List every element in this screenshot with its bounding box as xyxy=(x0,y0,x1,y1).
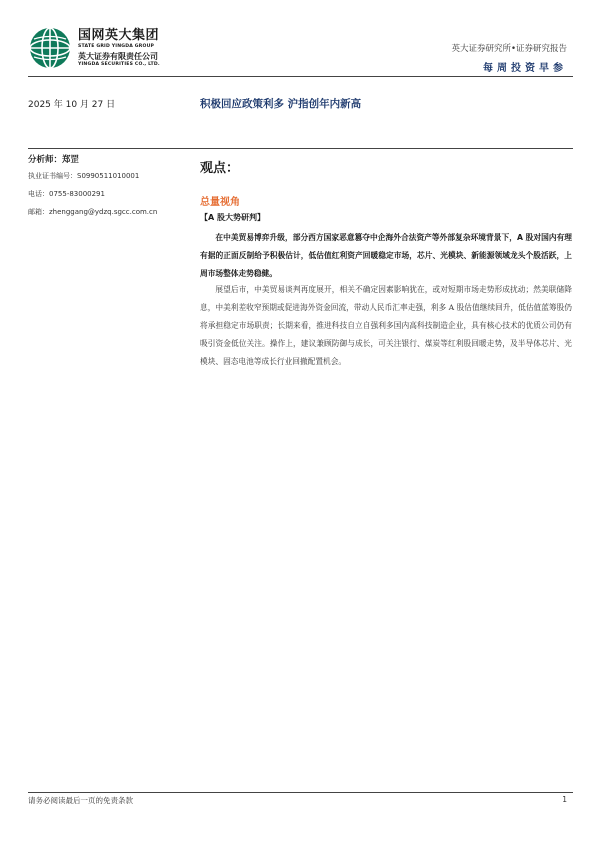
analyst-info xyxy=(28,153,188,225)
email-address: 邮箱：zhenggang@ydzq.sgcc.com.cn xyxy=(28,208,158,216)
footer-divider xyxy=(28,792,573,793)
outlook-paragraph: 展望后市，中美贸易谈判再度展开，相关不确定因素影响犹在，或对短期市场走势形成扰动；然美联储降息，中美利差收窄预期或促进海外资金回流，带动人民币汇率走强，利多 A 股估值继续回升，低估值蓝筹股仍将承担稳定市场职责；长期来看，推进科技自立自强利多国内高科技制造企业，具有核心技术的优质公司仍有吸引资金低位关注。操作上，建议兼顾防御与成长，可关注银行、煤炭等红利股回暖走势，及半导体芯片、光模块、固态电池等成长行业回撤配置机会。 xyxy=(200,285,572,366)
report-title: 积极回应政策利多 沪指创年内新高 xyxy=(200,98,362,110)
section-title: 总量视角 xyxy=(200,197,240,208)
header-divider xyxy=(28,76,573,77)
logo-en-name: STATE GRID YINGDA GROUP xyxy=(78,43,155,49)
section-divider xyxy=(28,148,573,149)
logo-company-en-name: YINGDA SECURITIES CO., LTD. xyxy=(78,61,160,67)
company-logo xyxy=(28,24,188,72)
disclaimer-note: 请务必阅读最后一页的免责条款 xyxy=(28,796,133,805)
analyst-name: 分析师：郑罡 xyxy=(28,155,80,165)
logo-cn-name: 国网英大集团 xyxy=(78,27,160,43)
report-date: 2025 年 10 月 27 日 xyxy=(28,100,116,110)
phone-number: 电话：0755-83000291 xyxy=(28,190,105,198)
viewpoint-heading: 观点： xyxy=(200,161,240,176)
summary-paragraph: 在中美贸易博弈升级，部分西方国家恶意篡夺中企海外合法资产等外部复杂环境背景下，A 股对国内有理有据的正面反制给予积极估计，低估值红利资产回暖稳定市场，芯片、光模块、新能源领域龙头个股活跃，上周市场整体走势稳健。 xyxy=(200,233,572,278)
page-number: 1 xyxy=(562,795,567,804)
report-type: 每周投资早参 xyxy=(483,63,567,74)
globe-logo-icon xyxy=(28,26,72,70)
org-line: 英大证券研究所•证券研究报告 xyxy=(451,44,567,54)
sub-section-tag: 【A 股大势研判】 xyxy=(200,213,265,222)
license-number: 执业证书编号：S0990511010001 xyxy=(28,172,140,180)
logo-company-name: 英大证券有限责任公司 xyxy=(78,51,158,61)
